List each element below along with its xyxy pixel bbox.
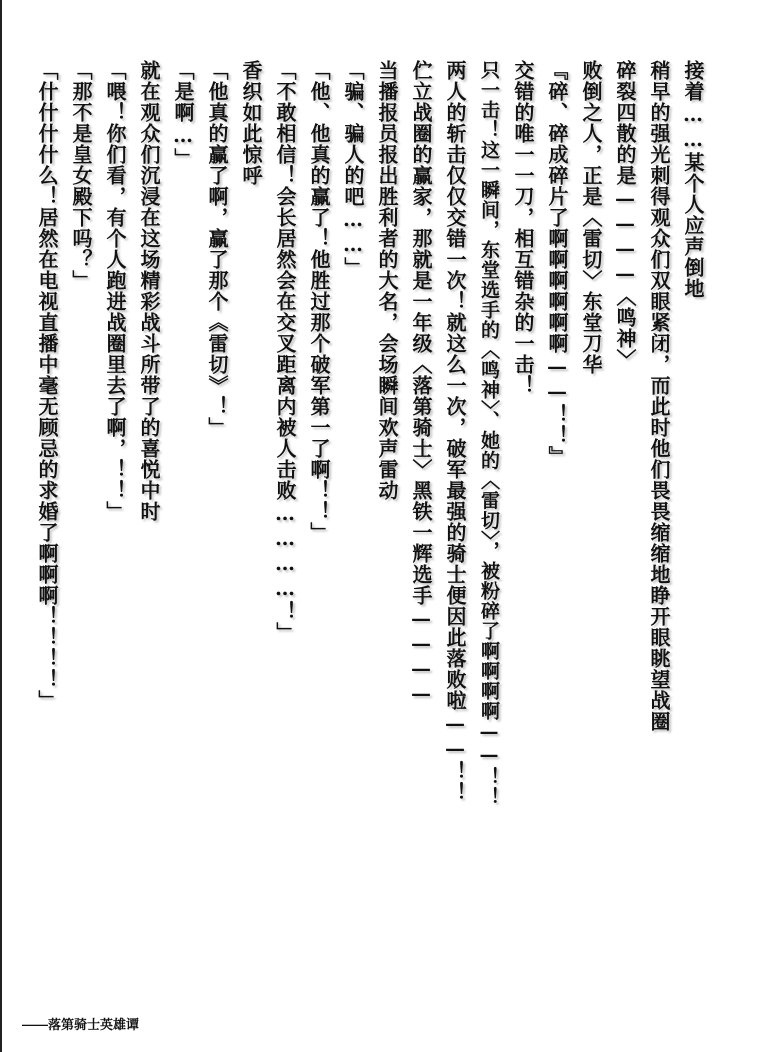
text-line-20: 「什什什什么！居然在电视直播中毫无顾忌的求婚了啊啊啊！！！！」 bbox=[35, 60, 59, 711]
text-line-8: 两人的斩击仅仅交错一次！就这么一次，破军最强的骑士便因此落败啦——！！ bbox=[443, 60, 467, 803]
text-line-13: 「不敢相信！会长居然会在交叉距离内被人击败…………！」 bbox=[273, 60, 297, 643]
text-line-18: 「喂！你们看，有个人跑进战圈里去了啊，！！」 bbox=[103, 60, 127, 522]
text-line-19: 「那不是皇女殿下吗？」 bbox=[69, 60, 93, 291]
text-line-17: 就在观众们沉浸在这场精彩战斗所带了的喜悦中时 bbox=[137, 60, 161, 522]
text-line-5: 『碎、碎成碎片了啊啊啊啊啊啊——！！』 bbox=[545, 60, 569, 467]
text-line-14: 香织如此惊呼 bbox=[239, 60, 263, 186]
text-line-10: 当播报员报出胜利者的大名，会场瞬间欢声雷动 bbox=[375, 60, 399, 501]
text-line-15: 「他真的赢了啊，赢了那个《雷切》！」 bbox=[205, 60, 229, 438]
text-line-6: 交错的唯一一刀，相互错杂的一击！ bbox=[511, 60, 535, 396]
text-line-7: 只一击！这一瞬间，东堂选手的〈鸣神〉、她的〈雷切〉，被粉碎了啊啊啊啊——！！ bbox=[478, 60, 500, 807]
text-line-16: 「是啊…」 bbox=[171, 60, 195, 169]
text-line-1: 接着……某个人应声倒地 bbox=[681, 60, 705, 299]
text-line-11: 「骗、骗人的吧……」 bbox=[341, 60, 365, 278]
text-line-2: 稍早的强光刺得观众们双眼紧闭，而此时他们畏畏缩缩地睁开眼眺望战圈 bbox=[647, 60, 671, 732]
text-line-3: 碎裂四散的是————〈鸣神〉 bbox=[613, 60, 637, 370]
text-line-12: 「他、他真的赢了！他胜过那个破军第一了啊！！」 bbox=[307, 60, 331, 543]
text-line-4: 败倒之人，正是〈雷切〉东堂刀华 bbox=[579, 60, 603, 375]
text-line-9: 伫立战圈的赢家，那就是一年级〈落第骑士〉黑铁一辉选手———— bbox=[409, 60, 433, 706]
book-title-footer: ——落第骑士英雄谭 bbox=[22, 1017, 140, 1032]
